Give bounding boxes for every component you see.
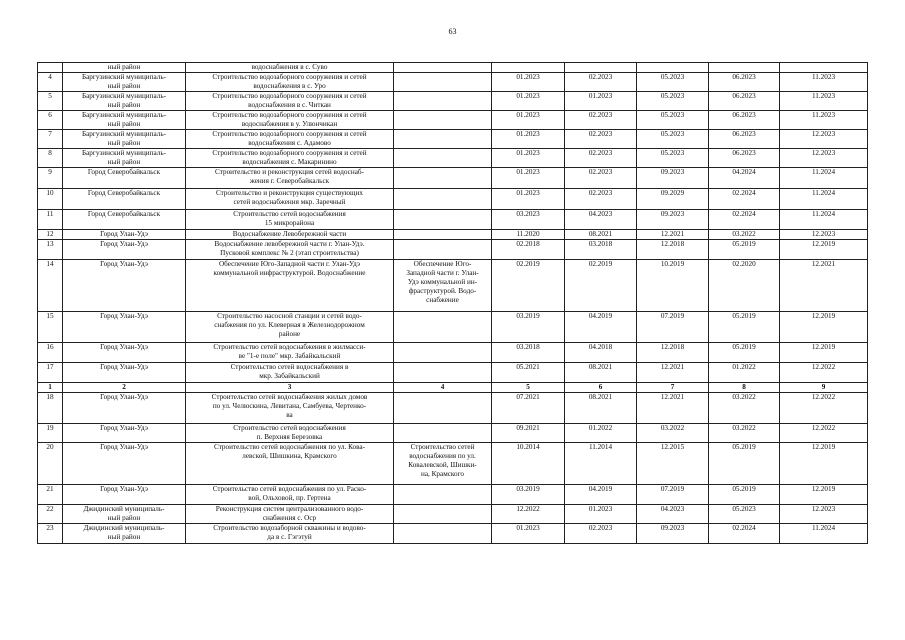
date-construction-cell: 05.2019 bbox=[709, 240, 780, 260]
date-start-cell: 03.2023 bbox=[492, 210, 565, 230]
project-name-cell: Строительство водозаборного сооружения и сетей водоснабжения с. Макаринино bbox=[186, 149, 394, 168]
column-number-cell: 9 bbox=[780, 383, 868, 393]
date-commission-cell: 12.2019 bbox=[780, 343, 868, 363]
column-number-cell: 7 bbox=[637, 383, 709, 393]
row-number-cell: 17 bbox=[38, 363, 63, 383]
date-design-cell bbox=[565, 63, 637, 73]
date-expertise-cell: 05.2023 bbox=[637, 149, 709, 168]
date-expertise-cell: 04.2023 bbox=[637, 505, 709, 524]
date-expertise-cell: 12.2021 bbox=[637, 363, 709, 383]
municipality-cell: ный район bbox=[63, 63, 186, 73]
date-commission-cell: 11.2024 bbox=[780, 189, 868, 210]
date-design-cell: 04.2018 bbox=[565, 343, 637, 363]
date-design-cell: 03.2018 bbox=[565, 240, 637, 260]
date-commission-cell: 12.2023 bbox=[780, 230, 868, 240]
project-name-cell: Строительство сетей водоснабжения жилых домов по ул. Челюскина, Левитана, Самбуева, Чертенко- ва bbox=[186, 393, 394, 424]
date-construction-cell: 05.2023 bbox=[709, 505, 780, 524]
date-construction-cell: 06.2023 bbox=[709, 73, 780, 92]
date-expertise-cell: 09.2023 bbox=[637, 210, 709, 230]
note-cell bbox=[394, 111, 492, 130]
date-expertise-cell: 05.2023 bbox=[637, 92, 709, 111]
date-start-cell bbox=[492, 63, 565, 73]
date-design-cell: 04.2023 bbox=[565, 210, 637, 230]
project-name-cell: Строительство водозаборного сооружения и сетей водоснабжения в с. Уро bbox=[186, 73, 394, 92]
municipality-cell: Баргузинский муниципаль- ный район bbox=[63, 130, 186, 149]
project-name-cell: Строительство сетей водоснабжения 15 микрорайона bbox=[186, 210, 394, 230]
row-number-cell bbox=[38, 63, 63, 73]
note-cell bbox=[394, 343, 492, 363]
note-cell bbox=[394, 63, 492, 73]
date-construction-cell: 06.2023 bbox=[709, 92, 780, 111]
municipality-cell: Город Улан-Удэ bbox=[63, 485, 186, 505]
row-number-cell: 8 bbox=[38, 149, 63, 168]
row-number-cell: 16 bbox=[38, 343, 63, 363]
date-expertise-cell: 05.2023 bbox=[637, 111, 709, 130]
table-body bbox=[38, 63, 868, 544]
date-construction-cell: 04.2024 bbox=[709, 168, 780, 189]
municipality-cell: Баргузинский муниципаль- ный район bbox=[63, 92, 186, 111]
table-row bbox=[38, 210, 868, 230]
municipality-cell: Город Улан-Удэ bbox=[63, 363, 186, 383]
row-number-cell: 23 bbox=[38, 524, 63, 544]
date-construction-cell: 03.2022 bbox=[709, 393, 780, 424]
date-expertise-cell: 12.2018 bbox=[637, 343, 709, 363]
row-number-cell: 12 bbox=[38, 230, 63, 240]
date-construction-cell: 02.2024 bbox=[709, 189, 780, 210]
date-construction-cell: 05.2019 bbox=[709, 312, 780, 343]
date-construction-cell: 03.2022 bbox=[709, 424, 780, 443]
municipality-cell: Баргузинский муниципаль- ный район bbox=[63, 111, 186, 130]
project-name-cell: Строительство водозаборного сооружения и сетей водоснабжения с. Адамово bbox=[186, 130, 394, 149]
date-start-cell: 03.2019 bbox=[492, 312, 565, 343]
date-design-cell: 02.2019 bbox=[565, 260, 637, 312]
date-expertise-cell: 12.2018 bbox=[637, 240, 709, 260]
row-number-cell: 13 bbox=[38, 240, 63, 260]
municipality-cell: Джидинский муниципаль- ный район bbox=[63, 524, 186, 544]
date-expertise-cell: 10.2019 bbox=[637, 260, 709, 312]
note-cell bbox=[394, 149, 492, 168]
date-commission-cell: 11.2024 bbox=[780, 210, 868, 230]
municipality-cell: Баргузинский муниципаль- ный район bbox=[63, 149, 186, 168]
date-expertise-cell: 12.2021 bbox=[637, 230, 709, 240]
date-expertise-cell: 09.2023 bbox=[637, 524, 709, 544]
row-number-cell: 18 bbox=[38, 393, 63, 424]
note-cell bbox=[394, 130, 492, 149]
project-name-cell: Строительство сетей водоснабжения по ул. Раско- вой, Ольховой, пр. Гертена bbox=[186, 485, 394, 505]
date-start-cell: 10.2014 bbox=[492, 443, 565, 485]
municipality-cell: Джидинский муниципаль- ный район bbox=[63, 505, 186, 524]
date-design-cell: 02.2023 bbox=[565, 168, 637, 189]
project-name-cell: Строительство водозаборного сооружения и сетей водоснабжения в у. Улюнчикан bbox=[186, 111, 394, 130]
note-cell: Обеспечение Юго- Западной части г. Улан- Удэ коммунальной ин- фраструктурой. Водо- снабжение bbox=[394, 260, 492, 312]
date-start-cell: 07.2021 bbox=[492, 393, 565, 424]
date-start-cell: 09.2021 bbox=[492, 424, 565, 443]
column-number-cell: 3 bbox=[186, 383, 394, 393]
date-commission-cell: 12.2023 bbox=[780, 149, 868, 168]
row-number-cell: 20 bbox=[38, 443, 63, 485]
column-number-cell: 6 bbox=[565, 383, 637, 393]
date-start-cell: 11.2020 bbox=[492, 230, 565, 240]
column-number-cell: 5 bbox=[492, 383, 565, 393]
row-number-cell: 6 bbox=[38, 111, 63, 130]
date-commission-cell: 11.2023 bbox=[780, 92, 868, 111]
project-name-cell: Строительство сетей водоснабжения по ул. Кова- левской, Шишкина, Крамского bbox=[186, 443, 394, 485]
date-start-cell: 01.2023 bbox=[492, 149, 565, 168]
row-number-cell: 19 bbox=[38, 424, 63, 443]
note-cell bbox=[394, 73, 492, 92]
date-expertise-cell: 09.2023 bbox=[637, 168, 709, 189]
municipality-cell: Город Улан-Удэ bbox=[63, 312, 186, 343]
project-name-cell: Водоснабжение левобережной части г. Улан-Удэ. Пусковой комплекс № 2 (этап строительства) bbox=[186, 240, 394, 260]
date-commission-cell: 12.2019 bbox=[780, 443, 868, 485]
project-name-cell: Строительство сетей водоснабжения в жилмасси- ве "1-е поле" мкр. Забайкальский bbox=[186, 343, 394, 363]
row-number-cell: 9 bbox=[38, 168, 63, 189]
municipality-cell: Город Улан-Удэ bbox=[63, 260, 186, 312]
date-design-cell: 11.2014 bbox=[565, 443, 637, 485]
table-row bbox=[38, 130, 868, 149]
date-commission-cell: 12.2022 bbox=[780, 363, 868, 383]
date-design-cell: 04.2019 bbox=[565, 485, 637, 505]
municipality-cell: Город Улан-Удэ bbox=[63, 424, 186, 443]
date-design-cell: 08.2021 bbox=[565, 230, 637, 240]
date-commission-cell: 12.2023 bbox=[780, 505, 868, 524]
table-row bbox=[38, 443, 868, 485]
table-row bbox=[38, 524, 868, 544]
date-start-cell: 01.2023 bbox=[492, 130, 565, 149]
municipality-cell: Город Северобайкальск bbox=[63, 168, 186, 189]
row-number-cell: 5 bbox=[38, 92, 63, 111]
date-design-cell: 02.2023 bbox=[565, 130, 637, 149]
date-commission-cell: 11.2024 bbox=[780, 168, 868, 189]
municipality-cell: Город Улан-Удэ bbox=[63, 393, 186, 424]
municipality-cell: Город Северобайкальск bbox=[63, 189, 186, 210]
date-expertise-cell: 05.2023 bbox=[637, 130, 709, 149]
note-cell bbox=[394, 363, 492, 383]
date-start-cell: 05.2021 bbox=[492, 363, 565, 383]
date-commission-cell: 12.2019 bbox=[780, 240, 868, 260]
table-row bbox=[38, 189, 868, 210]
date-commission-cell: 11.2024 bbox=[780, 524, 868, 544]
note-cell bbox=[394, 92, 492, 111]
note-cell bbox=[394, 505, 492, 524]
date-commission-cell: 12.2022 bbox=[780, 393, 868, 424]
date-commission-cell bbox=[780, 63, 868, 73]
date-design-cell: 08.2021 bbox=[565, 393, 637, 424]
date-start-cell: 01.2023 bbox=[492, 189, 565, 210]
note-cell bbox=[394, 312, 492, 343]
table-row bbox=[38, 111, 868, 130]
date-commission-cell: 12.2023 bbox=[780, 130, 868, 149]
note-cell: Строительство сетей водоснабжения по ул. Ковалевской, Шишки- на, Крамского bbox=[394, 443, 492, 485]
column-number-cell: 2 bbox=[63, 383, 186, 393]
date-start-cell: 01.2023 bbox=[492, 168, 565, 189]
row-number-cell: 22 bbox=[38, 505, 63, 524]
column-number-cell: 8 bbox=[709, 383, 780, 393]
project-name-cell: Строительство и реконструкция сетей водоснаб- жения г. Северобайкальск bbox=[186, 168, 394, 189]
note-cell bbox=[394, 424, 492, 443]
date-expertise-cell: 05.2023 bbox=[637, 73, 709, 92]
municipality-cell: Баргузинский муниципаль- ный район bbox=[63, 73, 186, 92]
date-construction-cell: 05.2019 bbox=[709, 485, 780, 505]
date-start-cell: 02.2018 bbox=[492, 240, 565, 260]
project-name-cell: Строительство сетей водоснабжения п. Верхняя Березовка bbox=[186, 424, 394, 443]
date-commission-cell: 12.2019 bbox=[780, 312, 868, 343]
date-design-cell: 01.2023 bbox=[565, 92, 637, 111]
column-number-cell: 4 bbox=[394, 383, 492, 393]
note-cell bbox=[394, 230, 492, 240]
project-name-cell: Строительство и реконструкция существующих сетей водоснабжения мкр. Заречный bbox=[186, 189, 394, 210]
project-name-cell: Строительство водозаборного сооружения и сетей водоснабжения в с. Читкан bbox=[186, 92, 394, 111]
date-start-cell: 03.2018 bbox=[492, 343, 565, 363]
page-number: 63 bbox=[448, 27, 457, 36]
project-name-cell: Строительство сетей водоснабжения в мкр. Забайкальский bbox=[186, 363, 394, 383]
table-row bbox=[38, 168, 868, 189]
date-commission-cell: 12.2019 bbox=[780, 485, 868, 505]
date-start-cell: 01.2023 bbox=[492, 524, 565, 544]
date-design-cell: 02.2023 bbox=[565, 149, 637, 168]
note-cell bbox=[394, 189, 492, 210]
date-start-cell: 02.2019 bbox=[492, 260, 565, 312]
date-design-cell: 08.2021 bbox=[565, 363, 637, 383]
date-commission-cell: 11.2023 bbox=[780, 111, 868, 130]
date-design-cell: 04.2019 bbox=[565, 312, 637, 343]
date-design-cell: 01.2023 bbox=[565, 505, 637, 524]
note-cell bbox=[394, 168, 492, 189]
table-row bbox=[38, 149, 868, 168]
date-start-cell: 12.2022 bbox=[492, 505, 565, 524]
date-design-cell: 02.2023 bbox=[565, 111, 637, 130]
date-design-cell: 02.2023 bbox=[565, 73, 637, 92]
table-row bbox=[38, 92, 868, 111]
date-expertise-cell: 12.2021 bbox=[637, 393, 709, 424]
table-row bbox=[38, 73, 868, 92]
date-construction-cell: 02.2020 bbox=[709, 260, 780, 312]
row-number-cell: 11 bbox=[38, 210, 63, 230]
table-row bbox=[38, 230, 868, 240]
project-name-cell: Строительство насосной станции и сетей водо- снабжения по ул. Клеверная в Железнодорожном районе bbox=[186, 312, 394, 343]
note-cell bbox=[394, 485, 492, 505]
date-start-cell: 01.2023 bbox=[492, 73, 565, 92]
date-start-cell: 01.2023 bbox=[492, 92, 565, 111]
date-construction-cell: 06.2023 bbox=[709, 130, 780, 149]
column-number-row bbox=[38, 383, 868, 393]
row-number-cell: 21 bbox=[38, 485, 63, 505]
row-number-cell: 10 bbox=[38, 189, 63, 210]
project-name-cell: Строительство водозаборной скважины и водово- да в с. Гэгэтуй bbox=[186, 524, 394, 544]
municipality-cell: Город Северобайкальск bbox=[63, 210, 186, 230]
row-number-cell: 7 bbox=[38, 130, 63, 149]
column-number-cell: 1 bbox=[38, 383, 63, 393]
date-construction-cell: 02.2024 bbox=[709, 524, 780, 544]
project-name-cell: Реконструкция систем централизованного водо- снабжения с. Оср bbox=[186, 505, 394, 524]
date-commission-cell: 12.2021 bbox=[780, 260, 868, 312]
date-expertise-cell bbox=[637, 63, 709, 73]
date-commission-cell: 12.2022 bbox=[780, 424, 868, 443]
municipality-cell: Город Улан-Удэ bbox=[63, 240, 186, 260]
table-row bbox=[38, 505, 868, 524]
date-expertise-cell: 12.2015 bbox=[637, 443, 709, 485]
date-design-cell: 02.2023 bbox=[565, 189, 637, 210]
date-construction-cell: 03.2022 bbox=[709, 230, 780, 240]
project-name-cell: Водоснабжение Левобережной части bbox=[186, 230, 394, 240]
table-row bbox=[38, 63, 868, 73]
date-construction-cell: 05.2019 bbox=[709, 443, 780, 485]
municipality-cell: Город Улан-Удэ bbox=[63, 343, 186, 363]
date-expertise-cell: 07.2019 bbox=[637, 485, 709, 505]
date-expertise-cell: 03.2022 bbox=[637, 424, 709, 443]
table-row bbox=[38, 343, 868, 363]
note-cell bbox=[394, 524, 492, 544]
municipality-cell: Город Улан-Удэ bbox=[63, 443, 186, 485]
table-row bbox=[38, 260, 868, 312]
table-row bbox=[38, 424, 868, 443]
date-construction-cell: 05.2019 bbox=[709, 343, 780, 363]
date-commission-cell: 11.2023 bbox=[780, 73, 868, 92]
date-construction-cell: 06.2023 bbox=[709, 149, 780, 168]
date-construction-cell: 06.2023 bbox=[709, 111, 780, 130]
row-number-cell: 15 bbox=[38, 312, 63, 343]
municipality-cell: Город Улан-Удэ bbox=[63, 230, 186, 240]
row-number-cell: 14 bbox=[38, 260, 63, 312]
date-expertise-cell: 07.2019 bbox=[637, 312, 709, 343]
date-start-cell: 01.2023 bbox=[492, 111, 565, 130]
table-row bbox=[38, 240, 868, 260]
row-number-cell: 4 bbox=[38, 73, 63, 92]
date-construction-cell: 01.2022 bbox=[709, 363, 780, 383]
date-design-cell: 02.2023 bbox=[565, 524, 637, 544]
date-construction-cell: 02.2024 bbox=[709, 210, 780, 230]
date-design-cell: 01.2022 bbox=[565, 424, 637, 443]
note-cell bbox=[394, 393, 492, 424]
table-row bbox=[38, 312, 868, 343]
project-schedule-table bbox=[37, 62, 868, 544]
date-start-cell: 03.2019 bbox=[492, 485, 565, 505]
table-row bbox=[38, 485, 868, 505]
project-name-cell: водоснабжения в с. Суво bbox=[186, 63, 394, 73]
note-cell bbox=[394, 210, 492, 230]
table-row bbox=[38, 363, 868, 383]
table-row bbox=[38, 393, 868, 424]
project-name-cell: Обеспечение Юго-Западной части г. Улан-Удэ коммунальной инфраструктурой. Водоснабжение bbox=[186, 260, 394, 312]
note-cell bbox=[394, 240, 492, 260]
date-construction-cell bbox=[709, 63, 780, 73]
date-expertise-cell: 09.2029 bbox=[637, 189, 709, 210]
